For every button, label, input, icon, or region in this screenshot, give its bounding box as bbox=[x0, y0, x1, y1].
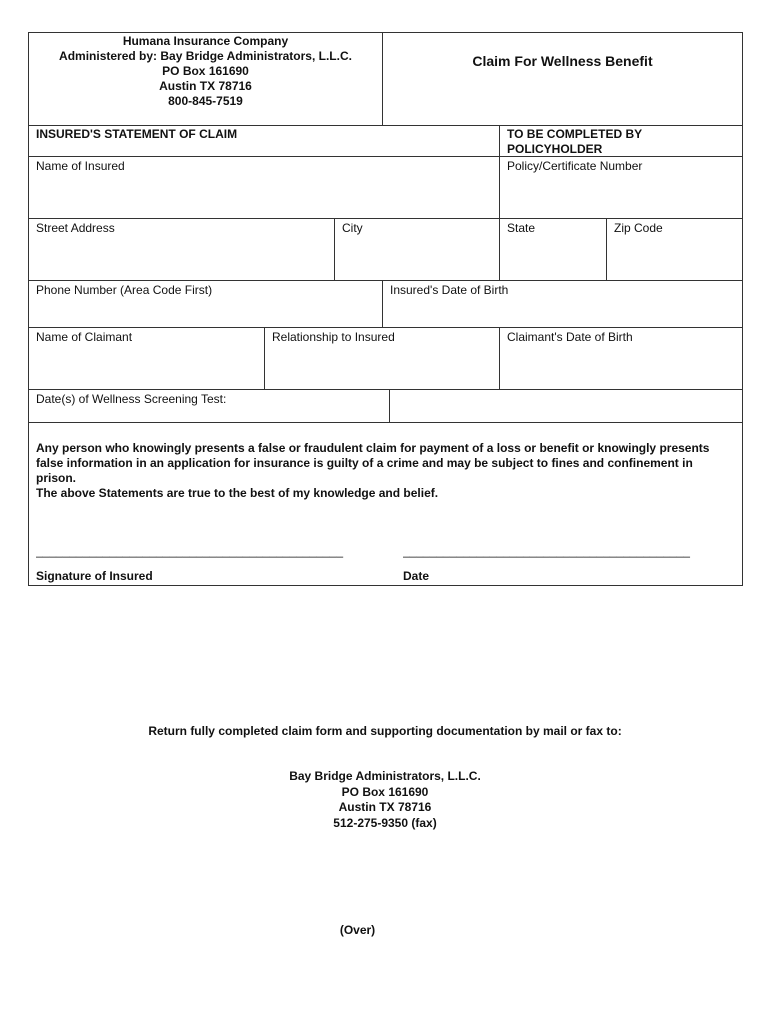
form-header bbox=[29, 33, 742, 126]
company-name: Humana Insurance Company bbox=[122, 34, 289, 48]
form-title: Claim For Wellness Benefit bbox=[472, 53, 653, 69]
screening-dates-field[interactable] bbox=[29, 390, 390, 422]
name-of-insured-field[interactable] bbox=[29, 157, 500, 218]
claimant-row bbox=[29, 328, 742, 390]
city-field[interactable] bbox=[335, 219, 500, 280]
date-line[interactable]: ___________________________________________ bbox=[403, 544, 690, 558]
name-of-insured-label: Name of Insured bbox=[36, 159, 125, 173]
phone: 800-845-7519 bbox=[168, 94, 243, 108]
return-city-state-zip: Austin TX 78716 bbox=[338, 800, 432, 814]
street-address-label: Street Address bbox=[36, 221, 115, 235]
city-state-zip: Austin TX 78716 bbox=[159, 79, 252, 93]
name-of-claimant-field[interactable] bbox=[29, 328, 265, 389]
insured-statement-heading: INSURED'S STATEMENT OF CLAIM bbox=[29, 126, 500, 156]
administrator: Administered by: Bay Bridge Administrators, L.L.C. bbox=[59, 49, 352, 63]
return-instruction: Return fully completed claim form and supporting documentation by mail or fax to: bbox=[148, 724, 622, 738]
screening-dates-label: Date(s) of Wellness Screening Test: bbox=[36, 392, 227, 406]
signature-label: Signature of Insured bbox=[36, 569, 153, 583]
state-field[interactable] bbox=[500, 219, 607, 280]
claimant-dob-label: Claimant's Date of Birth bbox=[507, 330, 633, 344]
phone-row bbox=[29, 281, 742, 328]
zip-code-label: Zip Code bbox=[614, 221, 663, 235]
return-company: Bay Bridge Administrators, L.L.C. bbox=[289, 769, 481, 783]
screening-dates-value-field[interactable] bbox=[390, 390, 742, 422]
policy-number-label: Policy/Certificate Number bbox=[507, 159, 643, 173]
return-address bbox=[0, 769, 770, 831]
policyholder-heading: TO BE COMPLETED BY POLICYHOLDER bbox=[507, 127, 642, 156]
insured-name-row bbox=[29, 157, 742, 219]
zip-code-field[interactable] bbox=[607, 219, 742, 280]
address-row bbox=[29, 219, 742, 281]
fraud-warning: Any person who knowingly presents a false or fraudulent claim for payment of a loss or benefit or knowingly presents false information in an application for insurance is guilty of a crime and may be subject to fines and confinement in prison. bbox=[36, 441, 710, 485]
phone-number-label: Phone Number (Area Code First) bbox=[36, 283, 213, 297]
screening-dates-row bbox=[29, 390, 742, 423]
over-indicator: (Over) bbox=[339, 923, 376, 937]
return-po-box: PO Box 161690 bbox=[341, 784, 429, 799]
insured-dob-field[interactable] bbox=[383, 281, 742, 327]
return-fax: 512-275-9350 (fax) bbox=[333, 815, 437, 830]
relationship-label: Relationship to Insured bbox=[272, 330, 395, 344]
claimant-dob-field[interactable] bbox=[500, 328, 742, 389]
claim-form bbox=[28, 32, 743, 586]
insured-dob-label: Insured's Date of Birth bbox=[390, 283, 509, 297]
date-label: Date bbox=[403, 569, 430, 583]
city-label: City bbox=[342, 221, 363, 235]
fraud-statement bbox=[29, 423, 742, 585]
signature-line[interactable]: ______________________________________________ bbox=[36, 544, 343, 558]
street-address-field[interactable] bbox=[29, 219, 335, 280]
phone-number-field[interactable] bbox=[29, 281, 383, 327]
policy-number-field[interactable] bbox=[500, 157, 742, 218]
relationship-field[interactable] bbox=[265, 328, 500, 389]
fraud-statement-row bbox=[29, 423, 742, 585]
company-info bbox=[29, 33, 383, 125]
po-box: PO Box 161690 bbox=[162, 64, 249, 78]
section-header-row bbox=[29, 126, 742, 157]
name-of-claimant-label: Name of Claimant bbox=[36, 330, 133, 344]
state-label: State bbox=[507, 221, 536, 235]
attestation: The above Statements are true to the best of my knowledge and belief. bbox=[36, 486, 439, 500]
